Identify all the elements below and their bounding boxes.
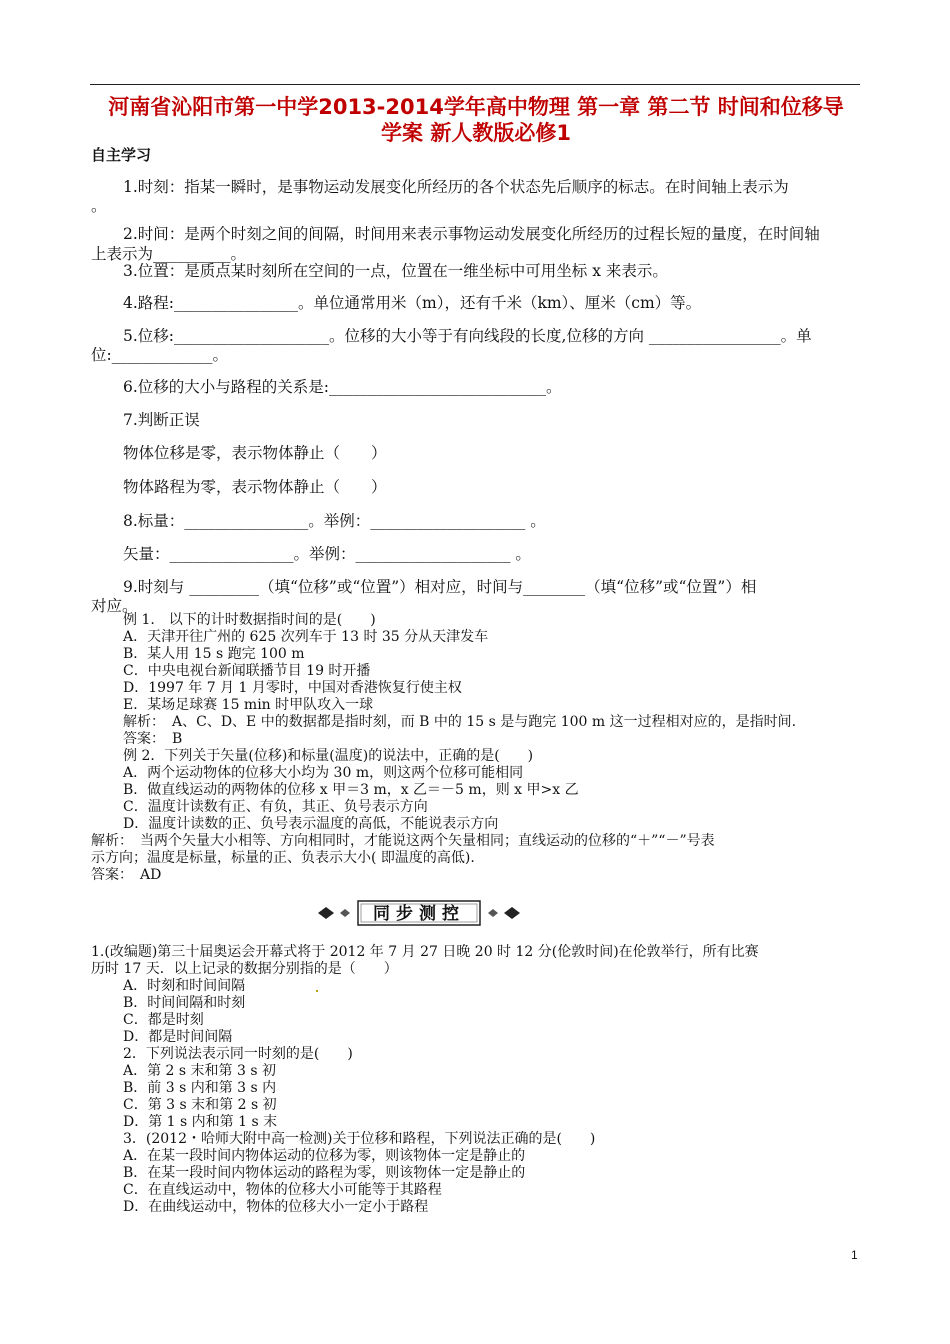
q9-line-2: 对应。 [91, 597, 138, 615]
q8-line-2: 矢量：________________。举例：____________________ 。 [123, 545, 531, 563]
header-rule [90, 84, 860, 85]
q7-item-1: 物体位移是零，表示物体静止（ ） [123, 444, 387, 462]
quiz-q3-stem: 3．(2012・哈师大附中高一检测)关于位移和路程，下列说法正确的是( ) [123, 1131, 596, 1147]
quiz-q1-option-a: A．时刻和时间间隔 [123, 978, 246, 994]
quiz-q2-option-a: A．第 2 s 末和第 3 s 初 [123, 1063, 276, 1079]
q6-line: 6.位移的大小与路程的关系是:____________________________。 [123, 378, 562, 396]
example2-option-d: D．温度计读数的正、负号表示温度的高低，不能说表示方向 [123, 816, 499, 832]
sync-test-banner [316, 898, 522, 928]
q9-line-1: 9.时刻与 _________（填“位移”或“位置”）相对应，时间与________（填“位移”或“位置”）相 [123, 578, 757, 596]
example1-answer: 答案： B [123, 731, 183, 747]
example1-analysis: 解析： A、C、D、E 中的数据都是指时刻，而 B 中的 15 s 是与跑完 100 m 这一过程相对应的，是指时间. [123, 714, 797, 730]
quiz-q3-option-c: C．在直线运动中，物体的位移大小可能等于其路程 [123, 1182, 442, 1198]
q5-line-1: 5.位移:____________________。位移的大小等于有向线段的长度,位移的方向 _________________。单 [123, 327, 812, 345]
quiz-q2-option-b: B．前 3 s 内和第 3 s 内 [123, 1080, 277, 1096]
example2-answer: 答案： AD [91, 867, 162, 883]
example2-analysis-line-2: 示方向；温度是标量，标量的正、负表示大小( 即温度的高低). [91, 850, 475, 866]
quiz-q2-stem: 2．下列说法表示同一时刻的是( ) [123, 1046, 353, 1062]
example2-option-a: A．两个运动物体的位移大小均为 30 m，则这两个位移可能相同 [123, 765, 524, 781]
quiz-q2-option-c: C．第 3 s 末和第 2 s 初 [123, 1097, 277, 1113]
example1-option-e: E．某场足球赛 15 min 时甲队攻入一球 [123, 697, 374, 713]
document-title [88, 94, 864, 146]
title-line-2: 学案 新人教版必修1 [381, 121, 571, 145]
example2-option-b: B．做直线运动的两物体的位移 x 甲＝3 m，x 乙＝－5 m，则 x 甲>x 乙 [123, 782, 579, 798]
example2-analysis-line-1: 解析： 当两个矢量大小相等、方向相同时，才能说这两个矢量相同；直线运动的位移的“＋”“－”号表 [91, 833, 715, 849]
quiz-q1-option-c: C．都是时刻 [123, 1012, 204, 1028]
q2-line-2: 上表示为__________。 [91, 245, 247, 263]
section-heading-self-study: 自主学习 [91, 146, 152, 164]
example1-option-c: C．中央电视台新闻联播节目 19 时开播 [123, 663, 371, 679]
quiz-q1-line-1: 1.(改编题)第三十届奥运会开幕式将于 2012 年 7 月 27 日晚 20 时 12 分(伦敦时间)在伦敦举行，所有比赛 [91, 944, 759, 960]
example1-option-d: D．1997 年 7 月 1 月零时，中国对香港恢复行使主权 [123, 680, 462, 696]
quiz-q3-option-d: D．在曲线运动中，物体的位移大小一定小于路程 [123, 1199, 429, 1215]
quiz-q1-option-d: D．都是时间间隔 [123, 1029, 233, 1045]
example1-stem: 例 1. 以下的计时数据指时间的是( ) [123, 612, 376, 628]
quiz-q1-option-b: B．时间间隔和时刻 [123, 995, 246, 1011]
example2-stem: 例 2．下列关于矢量(位移)和标量(温度)的说法中，正确的是( ) [123, 748, 534, 764]
q1-line-2: 。 [91, 197, 107, 215]
q7-heading: 7.判断正误 [123, 411, 200, 429]
q4-line: 4.路程:________________。单位通常用米（m），还有千米（km）、厘米（cm）等。 [123, 294, 702, 312]
quiz-q3-option-b: B．在某一段时间内物体运动的路程为零，则该物体一定是静止的 [123, 1165, 526, 1181]
example2-option-c: C．温度计读数有正、有负，其正、负号表示方向 [123, 799, 428, 815]
title-line-1: 河南省沁阳市第一中学2013-2014学年高中物理 第一章 第二节 时间和位移导 [108, 95, 844, 119]
q5-line-2: 位:_____________。 [91, 346, 228, 364]
example1-option-b: B．某人用 15 s 跑完 100 m [123, 646, 305, 662]
quiz-q2-option-d: D．第 1 s 内和第 1 s 末 [123, 1114, 278, 1130]
stray-mark [316, 990, 318, 992]
q8-line-1: 8.标量：________________。举例：____________________ 。 [123, 512, 546, 530]
example1-option-a: A．天津开往广州的 625 次列车于 13 时 35 分从天津发车 [123, 629, 489, 645]
q7-item-2: 物体路程为零，表示物体静止（ ） [123, 478, 387, 496]
quiz-q1-line-2: 历时 17 天．以上记录的数据分别指的是（ ） [91, 961, 398, 977]
banner-text: 同步测控 [373, 904, 465, 924]
q3-line: 3.位置：是质点某时刻所在空间的一点，位置在一维坐标中可用坐标 x 来表示。 [123, 262, 668, 280]
q2-line-1: 2.时间：是两个时刻之间的间隔，时间用来表示事物运动发展变化所经历的过程长短的量度，在时间轴 [123, 225, 820, 243]
q1-line-1: 1.时刻：指某一瞬时，是事物运动发展变化所经历的各个状态先后顺序的标志。在时间轴上表示为 [123, 178, 789, 196]
quiz-q3-option-a: A．在某一段时间内物体运动的位移为零，则该物体一定是静止的 [123, 1148, 526, 1164]
page-number: 1 [851, 1248, 858, 1262]
